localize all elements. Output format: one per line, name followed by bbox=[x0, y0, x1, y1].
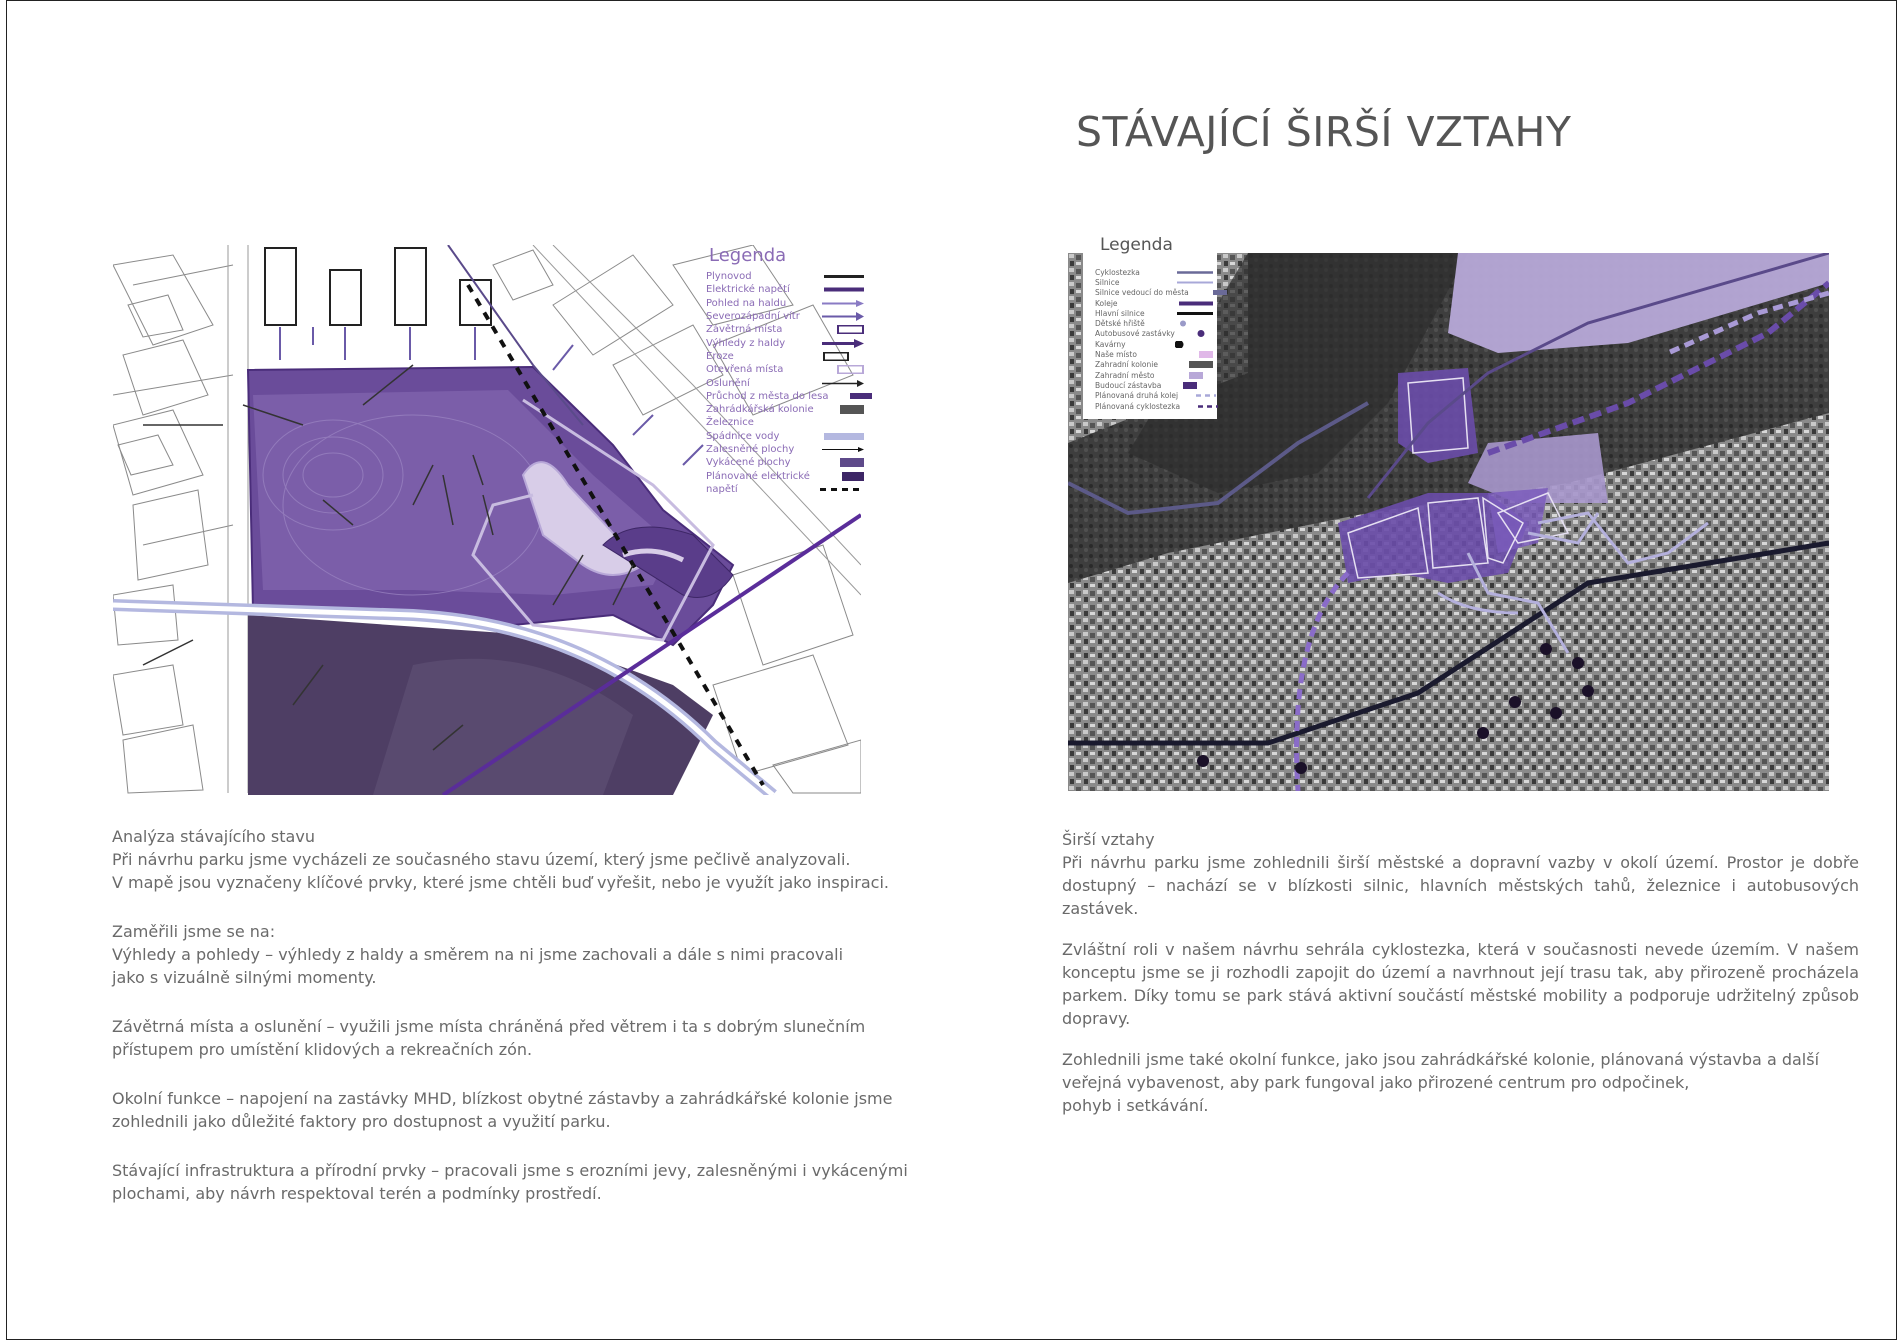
legend-item bbox=[1095, 349, 1213, 359]
legend-label: Oslunění bbox=[706, 377, 750, 389]
legend-label: Výhledy z haldy bbox=[706, 337, 786, 349]
legend-label: Plánované elektrické bbox=[706, 470, 810, 482]
paragraph: Při návrhu parku jsme zohlednili širší městské a dopravní vazby v okolí území. Prostor je dobře dostupný – nachází se v blízkosti silnic, hlavních městských tahů, železnice i autobusových zastávek. bbox=[1062, 853, 1859, 918]
legend-item bbox=[706, 416, 864, 429]
legend-symbol-icon bbox=[1180, 403, 1218, 410]
legend-symbol-icon bbox=[820, 299, 864, 308]
legend-symbol-icon bbox=[820, 352, 864, 361]
legend-item bbox=[706, 430, 864, 443]
legend-item bbox=[706, 376, 864, 389]
paragraph: plochami, aby návrh respektoval terén a podmínky prostředí. bbox=[112, 1184, 602, 1203]
legend-item bbox=[706, 336, 864, 349]
legend-label: Závětrná místa bbox=[706, 324, 783, 336]
legend-item bbox=[706, 350, 864, 363]
legend-label: Zahrádkářská kolonie bbox=[706, 404, 814, 416]
legend-label: Otevřená místa bbox=[706, 364, 784, 376]
legend-label: Zahradní kolonie bbox=[1095, 360, 1158, 370]
legend-symbol-icon bbox=[1175, 361, 1213, 368]
legend-item bbox=[706, 456, 864, 469]
legend-item bbox=[1095, 308, 1213, 318]
legend-symbol-icon bbox=[820, 445, 864, 454]
legend-symbol-icon bbox=[1175, 372, 1213, 379]
legend-label: Budoucí zástavba bbox=[1095, 380, 1162, 390]
legend-label: Plynovod bbox=[706, 271, 752, 283]
legend-item bbox=[1095, 339, 1213, 349]
legend-symbol-icon bbox=[1175, 310, 1213, 317]
legend-item bbox=[1095, 298, 1213, 308]
legend-item bbox=[1095, 329, 1213, 339]
site-analysis-text bbox=[112, 825, 932, 1205]
legend-label: Koleje bbox=[1095, 298, 1118, 308]
legend-label: Plánovaná cyklostezka bbox=[1095, 401, 1181, 411]
paragraph: Závětrná místa a oslunění – využili jsme místa chráněná před větrem i ta s dobrým slunečním bbox=[112, 1017, 866, 1036]
legend-symbol-icon bbox=[820, 458, 864, 467]
legend-label: Průchod z města do lesa bbox=[706, 390, 829, 402]
legend-title: Legenda bbox=[1100, 235, 1173, 255]
site-analysis-legend bbox=[706, 245, 864, 496]
legend-label: Železnice bbox=[706, 417, 754, 429]
legend-symbol-icon bbox=[820, 285, 864, 294]
legend-label: napětí bbox=[706, 483, 738, 495]
legend-symbol-icon bbox=[1175, 320, 1213, 327]
legend-symbol-icon bbox=[1175, 269, 1213, 276]
legend-label: Spádnice vody bbox=[706, 430, 780, 442]
legend-symbol-icon bbox=[828, 392, 872, 401]
legend-label: Silnice bbox=[1095, 277, 1120, 287]
paragraph: Při návrhu parku jsme vycházeli ze současného stavu území, který jsme pečlivě analyzovali. bbox=[112, 850, 851, 869]
paragraph: jako s vizuálně silnými momenty. bbox=[112, 968, 377, 987]
legend-label: Silnice vedoucí do města bbox=[1095, 288, 1189, 298]
legend-item bbox=[706, 403, 864, 416]
legend-title: Legenda bbox=[709, 245, 787, 266]
legend-symbol-icon bbox=[1175, 341, 1213, 348]
legend-symbol-icon bbox=[820, 472, 864, 481]
legend-symbol-icon bbox=[1175, 351, 1213, 358]
legend-symbol-icon bbox=[820, 405, 864, 414]
subheading: Zaměřili jsme se na: bbox=[112, 922, 276, 941]
paragraph: pohyb i setkávání. bbox=[1062, 1096, 1209, 1115]
legend-label: Zalesněné plochy bbox=[706, 444, 795, 455]
legend-item bbox=[706, 283, 864, 296]
paragraph: Výhledy a pohledy – výhledy z haldy a směrem na ni jsme zachovali a dále s nimi pracovali bbox=[112, 945, 844, 964]
legend-item bbox=[1095, 401, 1213, 411]
legend-label: Cyklostezka bbox=[1095, 267, 1140, 277]
legend-item bbox=[706, 270, 864, 283]
legend-label: Zahradní město bbox=[1095, 370, 1155, 380]
legend-symbol-icon bbox=[1175, 279, 1213, 286]
legend-item bbox=[1095, 267, 1213, 277]
legend-item bbox=[706, 310, 864, 323]
legend-label: Naše místo bbox=[1095, 350, 1137, 360]
legend-symbol-icon bbox=[820, 485, 864, 494]
section-heading: Širší vztahy bbox=[1062, 830, 1155, 849]
legend-symbol-icon bbox=[1175, 330, 1213, 337]
legend-symbol-icon bbox=[1189, 289, 1227, 296]
legend-item bbox=[706, 443, 864, 456]
legend-item bbox=[1095, 277, 1213, 287]
paragraph: Stávající infrastruktura a přírodní prvky – pracovali jsme s erozními jevy, zalesněnými i vykácenými bbox=[112, 1161, 908, 1180]
legend-symbol-icon bbox=[820, 325, 864, 334]
legend-label: Kavárny bbox=[1095, 339, 1126, 349]
section-heading: Analýza stávajícího stavu bbox=[112, 827, 315, 846]
legend-item bbox=[1095, 318, 1213, 328]
legend-item bbox=[706, 390, 864, 403]
legend-symbol-icon bbox=[820, 432, 864, 441]
legend-symbol-icon bbox=[820, 418, 864, 427]
legend-symbol-icon bbox=[820, 312, 864, 321]
legend-label: Vykácené plochy bbox=[706, 457, 791, 469]
legend-symbol-icon bbox=[820, 339, 864, 348]
legend-item bbox=[706, 363, 864, 376]
paragraph: zohlednili jako důležité faktory pro dostupnost a využití parku. bbox=[112, 1112, 611, 1131]
paragraph: Zohlednili jsme také okolní funkce, jako jsou zahrádkářské kolonie, plánovaná výstavba a další veřejná vybavenost, aby park fungoval jako přirozené centrum pro odpočinek, bbox=[1062, 1050, 1820, 1092]
legend-symbol-icon bbox=[1175, 382, 1213, 389]
paragraph: V mapě jsou vyznačeny klíčové prvky, které jsme chtěli buď vyřešit, nebo je využít jako inspiraci. bbox=[112, 873, 889, 892]
legend-label: Severozápadní vítr bbox=[706, 311, 800, 323]
paragraph: Zvláštní roli v našem návrhu sehrála cyklostezka, která v současnosti nevede územím. V našem konceptu jsme se ji rozhodli zapojit do území a navrhnout její trasu tak, aby přirozeně procházela parkem. Díky tomu se park stává aktivní součástí městské mobility a podporuje udržitelný způsob dopravy. bbox=[1062, 940, 1859, 1028]
legend-item bbox=[1095, 380, 1213, 390]
legend-label: Dětské hřiště bbox=[1095, 319, 1145, 329]
legend-symbol-icon bbox=[1175, 300, 1213, 307]
legend-item bbox=[706, 469, 864, 482]
legend-label: Hlavní silnice bbox=[1095, 308, 1145, 318]
legend-symbol-icon bbox=[820, 379, 864, 388]
legend-symbol-icon bbox=[820, 365, 864, 374]
legend-symbol-icon bbox=[1178, 392, 1216, 399]
legend-label: Pohled na haldu bbox=[706, 297, 787, 309]
legend-label: Autobusové zastávky bbox=[1095, 329, 1175, 339]
legend-item bbox=[706, 297, 864, 310]
legend-symbol-icon bbox=[820, 272, 864, 281]
paragraph: přístupem pro umístění klidových a rekreačních zón. bbox=[112, 1040, 533, 1059]
wider-relations-text bbox=[1062, 828, 1859, 1117]
legend-item bbox=[706, 483, 864, 496]
legend-item bbox=[1095, 360, 1213, 370]
legend-label: Elektrické napětí bbox=[706, 284, 790, 296]
legend-item bbox=[1095, 288, 1213, 298]
legend-item bbox=[1095, 370, 1213, 380]
legend-item bbox=[706, 323, 864, 336]
paragraph: Okolní funkce – napojení na zastávky MHD, blízkost obytné zástavby a zahrádkářské kolonie jsme bbox=[112, 1089, 893, 1108]
legend-label: Eroze bbox=[706, 350, 734, 362]
legend-item bbox=[1095, 391, 1213, 401]
page-title: STÁVAJÍCÍ ŠIRŠÍ VZTAHY bbox=[1076, 108, 1572, 156]
legend-label: Plánovaná druhá kolej bbox=[1095, 391, 1179, 401]
wider-relations-legend bbox=[1083, 226, 1217, 419]
